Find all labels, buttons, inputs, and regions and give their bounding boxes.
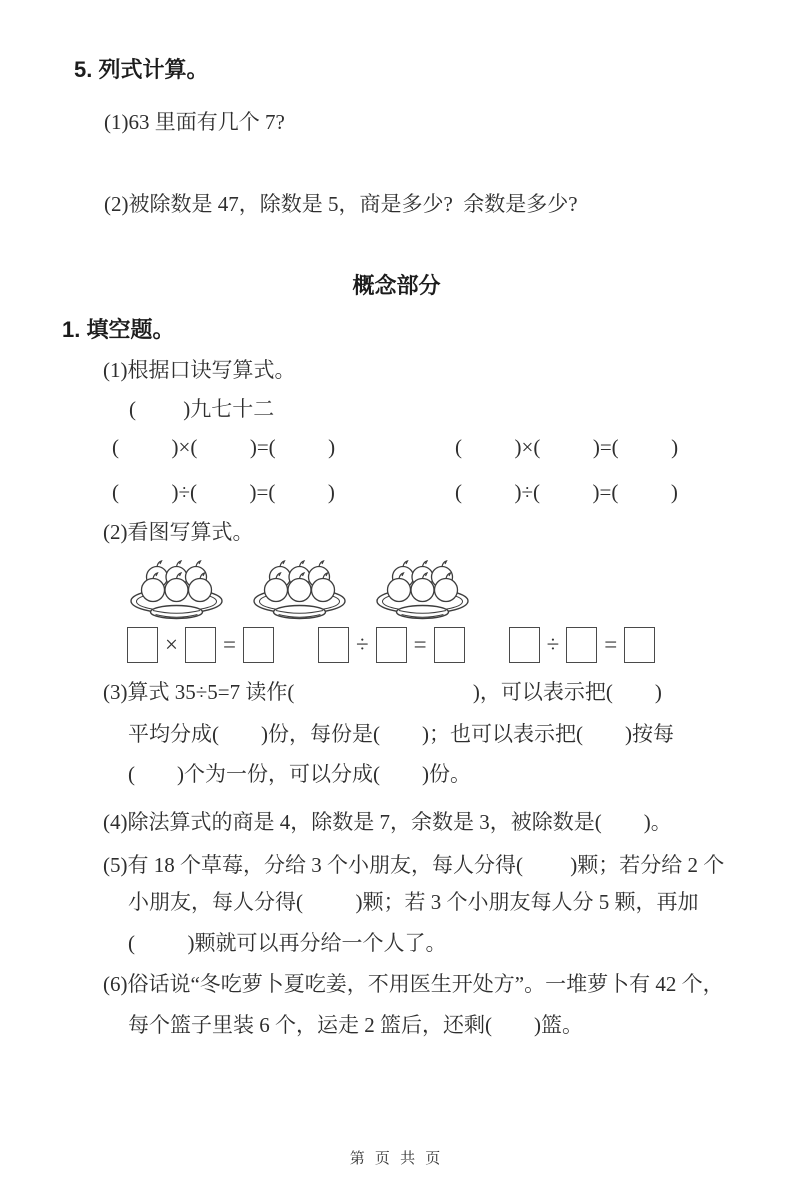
apple-plate-illustration <box>374 554 471 624</box>
fill-q1-label: (1)根据口诀写算式。 <box>103 358 296 382</box>
answer-box <box>185 627 216 663</box>
answer-box <box>566 627 597 663</box>
equation-group-divide-1 <box>318 626 465 663</box>
div-equation-left: ( )÷( )=( ) <box>112 480 335 504</box>
page-footer: 第 页 共 页 <box>349 1150 444 1167</box>
fill-q3-line2: 平均分成( )份，每份是( )；也可以表示把( )按每 <box>128 722 674 746</box>
div-equation-right: ( )÷( )=( ) <box>455 480 678 504</box>
fill-q2-label: (2)看图写算式。 <box>103 520 254 544</box>
fill-q6-line2: 每个篮子里装 6 个，运走 2 篮后，还剩( )篮。 <box>128 1013 583 1037</box>
answer-box <box>434 627 465 663</box>
multiplication-mnemonic: ( )九七十二 <box>129 397 275 421</box>
concept-section-heading: 概念部分 <box>352 273 441 298</box>
mul-equation-right: ( )×( )=( ) <box>455 435 679 459</box>
mul-equation-left: ( )×( )=( ) <box>112 435 336 459</box>
section-5-heading: 5. 列式计算。 <box>74 57 209 82</box>
equation-boxes-row <box>127 626 793 663</box>
answer-box <box>376 627 407 663</box>
fill-q5-line3: ( )颗就可以再分给一个人了。 <box>128 931 447 955</box>
answer-box <box>509 627 540 663</box>
fill-q4: (4)除法算式的商是 4，除数是 7，余数是 3，被除数是( )。 <box>103 810 672 834</box>
apple-plate-illustration <box>251 554 348 624</box>
answer-box <box>624 627 655 663</box>
fill-q3-line3: ( )个为一份，可以分成( )份。 <box>128 762 471 786</box>
calc-question-1: (1)63 里面有几个 7? <box>104 110 285 134</box>
equals-sign: = <box>222 632 236 657</box>
fill-blanks-heading: 1. 填空题。 <box>62 317 175 342</box>
equals-sign: = <box>413 632 427 657</box>
fill-q5-line2: 小朋友，每人分得( )颗；若 3 个小朋友每人分 5 颗，再加 <box>128 890 699 914</box>
division-blank-row <box>112 478 793 506</box>
multiplication-blank-row <box>112 433 793 461</box>
multiply-sign: × <box>165 632 178 657</box>
apple-plates-illustration <box>128 554 793 624</box>
divide-sign: ÷ <box>546 632 560 657</box>
fill-q6-line1: (6)俗话说“冬吃萝卜夏吃姜，不用医生开处方”。一堆萝卜有 42 个， <box>103 972 724 996</box>
fill-q3-line1: (3)算式 35÷5=7 读作( )，可以表示把( ) <box>103 680 662 704</box>
equals-sign: = <box>604 632 618 657</box>
calc-question-2: (2)被除数是 47，除数是 5，商是多少? 余数是多少? <box>104 192 578 216</box>
fill-q5-line1: (5)有 18 个草莓，分给 3 个小朋友，每人分得( )颗；若分给 2 个 <box>103 853 725 877</box>
equation-group-multiply <box>127 626 274 663</box>
divide-sign: ÷ <box>355 632 369 657</box>
answer-box <box>318 627 349 663</box>
answer-box <box>243 627 274 663</box>
equation-group-divide-2 <box>509 626 656 663</box>
answer-box <box>127 627 158 663</box>
apple-plate-illustration <box>128 554 225 624</box>
